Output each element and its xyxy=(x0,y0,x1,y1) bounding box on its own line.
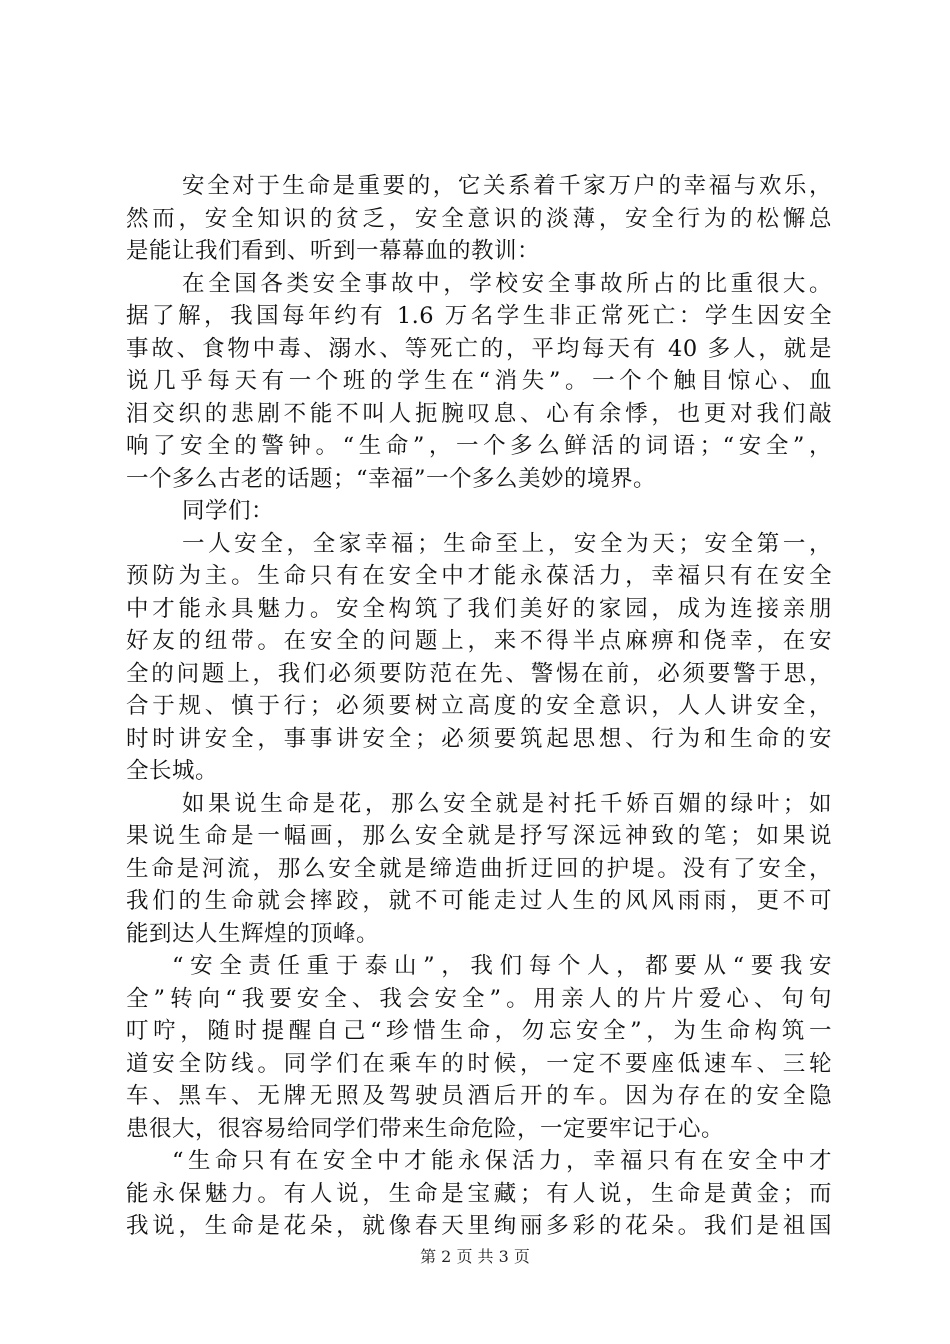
text-line: 果说生命是一幅画，那么安全就是抒写深远神致的笔；如果说 xyxy=(126,823,832,849)
text-line: 合于规、慎于行；必须要树立高度的安全意识，人人讲安全， xyxy=(126,693,832,719)
text-line: 事故、食物中毒、溺水、等死亡的，平均每天有 40 多人，就是 xyxy=(126,335,832,362)
text-line: 叮咛，随时提醒自己“珍惜生命，勿忘安全”，为生命构筑一 xyxy=(126,1018,832,1044)
text-line: “安全责任重于泰山”，我们每个人，都要从“要我安 xyxy=(172,953,832,979)
text-line: 同学们： xyxy=(182,498,275,524)
text-line: 响了安全的警钟。“生命”，一个多么鲜活的词语；“安全”， xyxy=(126,433,832,459)
text-line: 是能让我们看到、听到一幕幕血的教训： xyxy=(126,238,541,264)
text-line: 一人安全，全家幸福；生命至上，安全为天；安全第一， xyxy=(182,530,832,557)
document-body xyxy=(126,170,832,1243)
text-line: 患很大，很容易给同学们带来生命危险，一定要牢记于心。 xyxy=(126,1115,725,1142)
text-line: 泪交织的悲剧不能不叫人扼腕叹息、心有余悸，也更对我们敲 xyxy=(126,400,832,427)
text-line: 如果说生命是花，那么安全就是衬托千娇百媚的绿叶；如 xyxy=(182,790,832,817)
text-line: 全”转向“我要安全、我会安全”。用亲人的片片爱心、句句 xyxy=(126,985,832,1012)
text-line: 中才能永具魅力。安全构筑了我们美好的家园，成为连接亲朋 xyxy=(126,595,832,622)
text-line: 据了解，我国每年约有 1.6 万名学生非正常死亡：学生因安全 xyxy=(126,303,832,329)
text-line: 一个多么古老的话题；“幸福”一个多么美妙的境界。 xyxy=(126,465,657,492)
text-line: 道安全防线。同学们在乘车的时候，一定不要座低速车、三轮 xyxy=(126,1050,832,1077)
text-line: 预防为主。生命只有在安全中才能永葆活力，幸福只有在安全 xyxy=(126,563,832,589)
text-line: 时时讲安全，事事讲安全；必须要筑起思想、行为和生命的安 xyxy=(126,725,832,752)
text-line: 好友的纽带。在安全的问题上，来不得半点麻痹和侥幸，在安 xyxy=(126,628,832,654)
text-line: 能永保魅力。有人说，生命是宝藏；有人说，生命是黄金；而 xyxy=(126,1180,832,1207)
text-line: 全的问题上，我们必须要防范在先、警惕在前，必须要警于思， xyxy=(126,660,832,687)
text-line: 车、黑车、无牌无照及驾驶员酒后开的车。因为存在的安全隐 xyxy=(126,1083,832,1109)
text-line: 在全国各类安全事故中，学校安全事故所占的比重很大。 xyxy=(182,270,832,297)
text-line: 安全对于生命是重要的，它关系着千家万户的幸福与欢乐， xyxy=(182,173,832,199)
text-line: 我说，生命是花朵，就像春天里绚丽多彩的花朵。我们是祖国 xyxy=(126,1213,832,1239)
text-line: 然而，安全知识的贫乏，安全意识的淡薄，安全行为的松懈总 xyxy=(126,205,832,232)
text-line: 全长城。 xyxy=(126,758,219,784)
text-line: 生命是河流，那么安全就是缔造曲折迂回的护堤。没有了安全， xyxy=(126,855,832,882)
text-line: 我们的生命就会摔跤，就不可能走过人生的风风雨雨，更不可 xyxy=(126,888,832,914)
text-line: 能到达人生辉煌的顶峰。 xyxy=(126,920,380,947)
text-line: 说几乎每天有一个班的学生在“消失”。一个个触目惊心、血 xyxy=(126,368,832,394)
page-footer: 第 2 页 共 3 页 xyxy=(420,1247,530,1266)
text-line: “生命只有在安全中才能永保活力，幸福只有在安全中才 xyxy=(172,1148,832,1174)
